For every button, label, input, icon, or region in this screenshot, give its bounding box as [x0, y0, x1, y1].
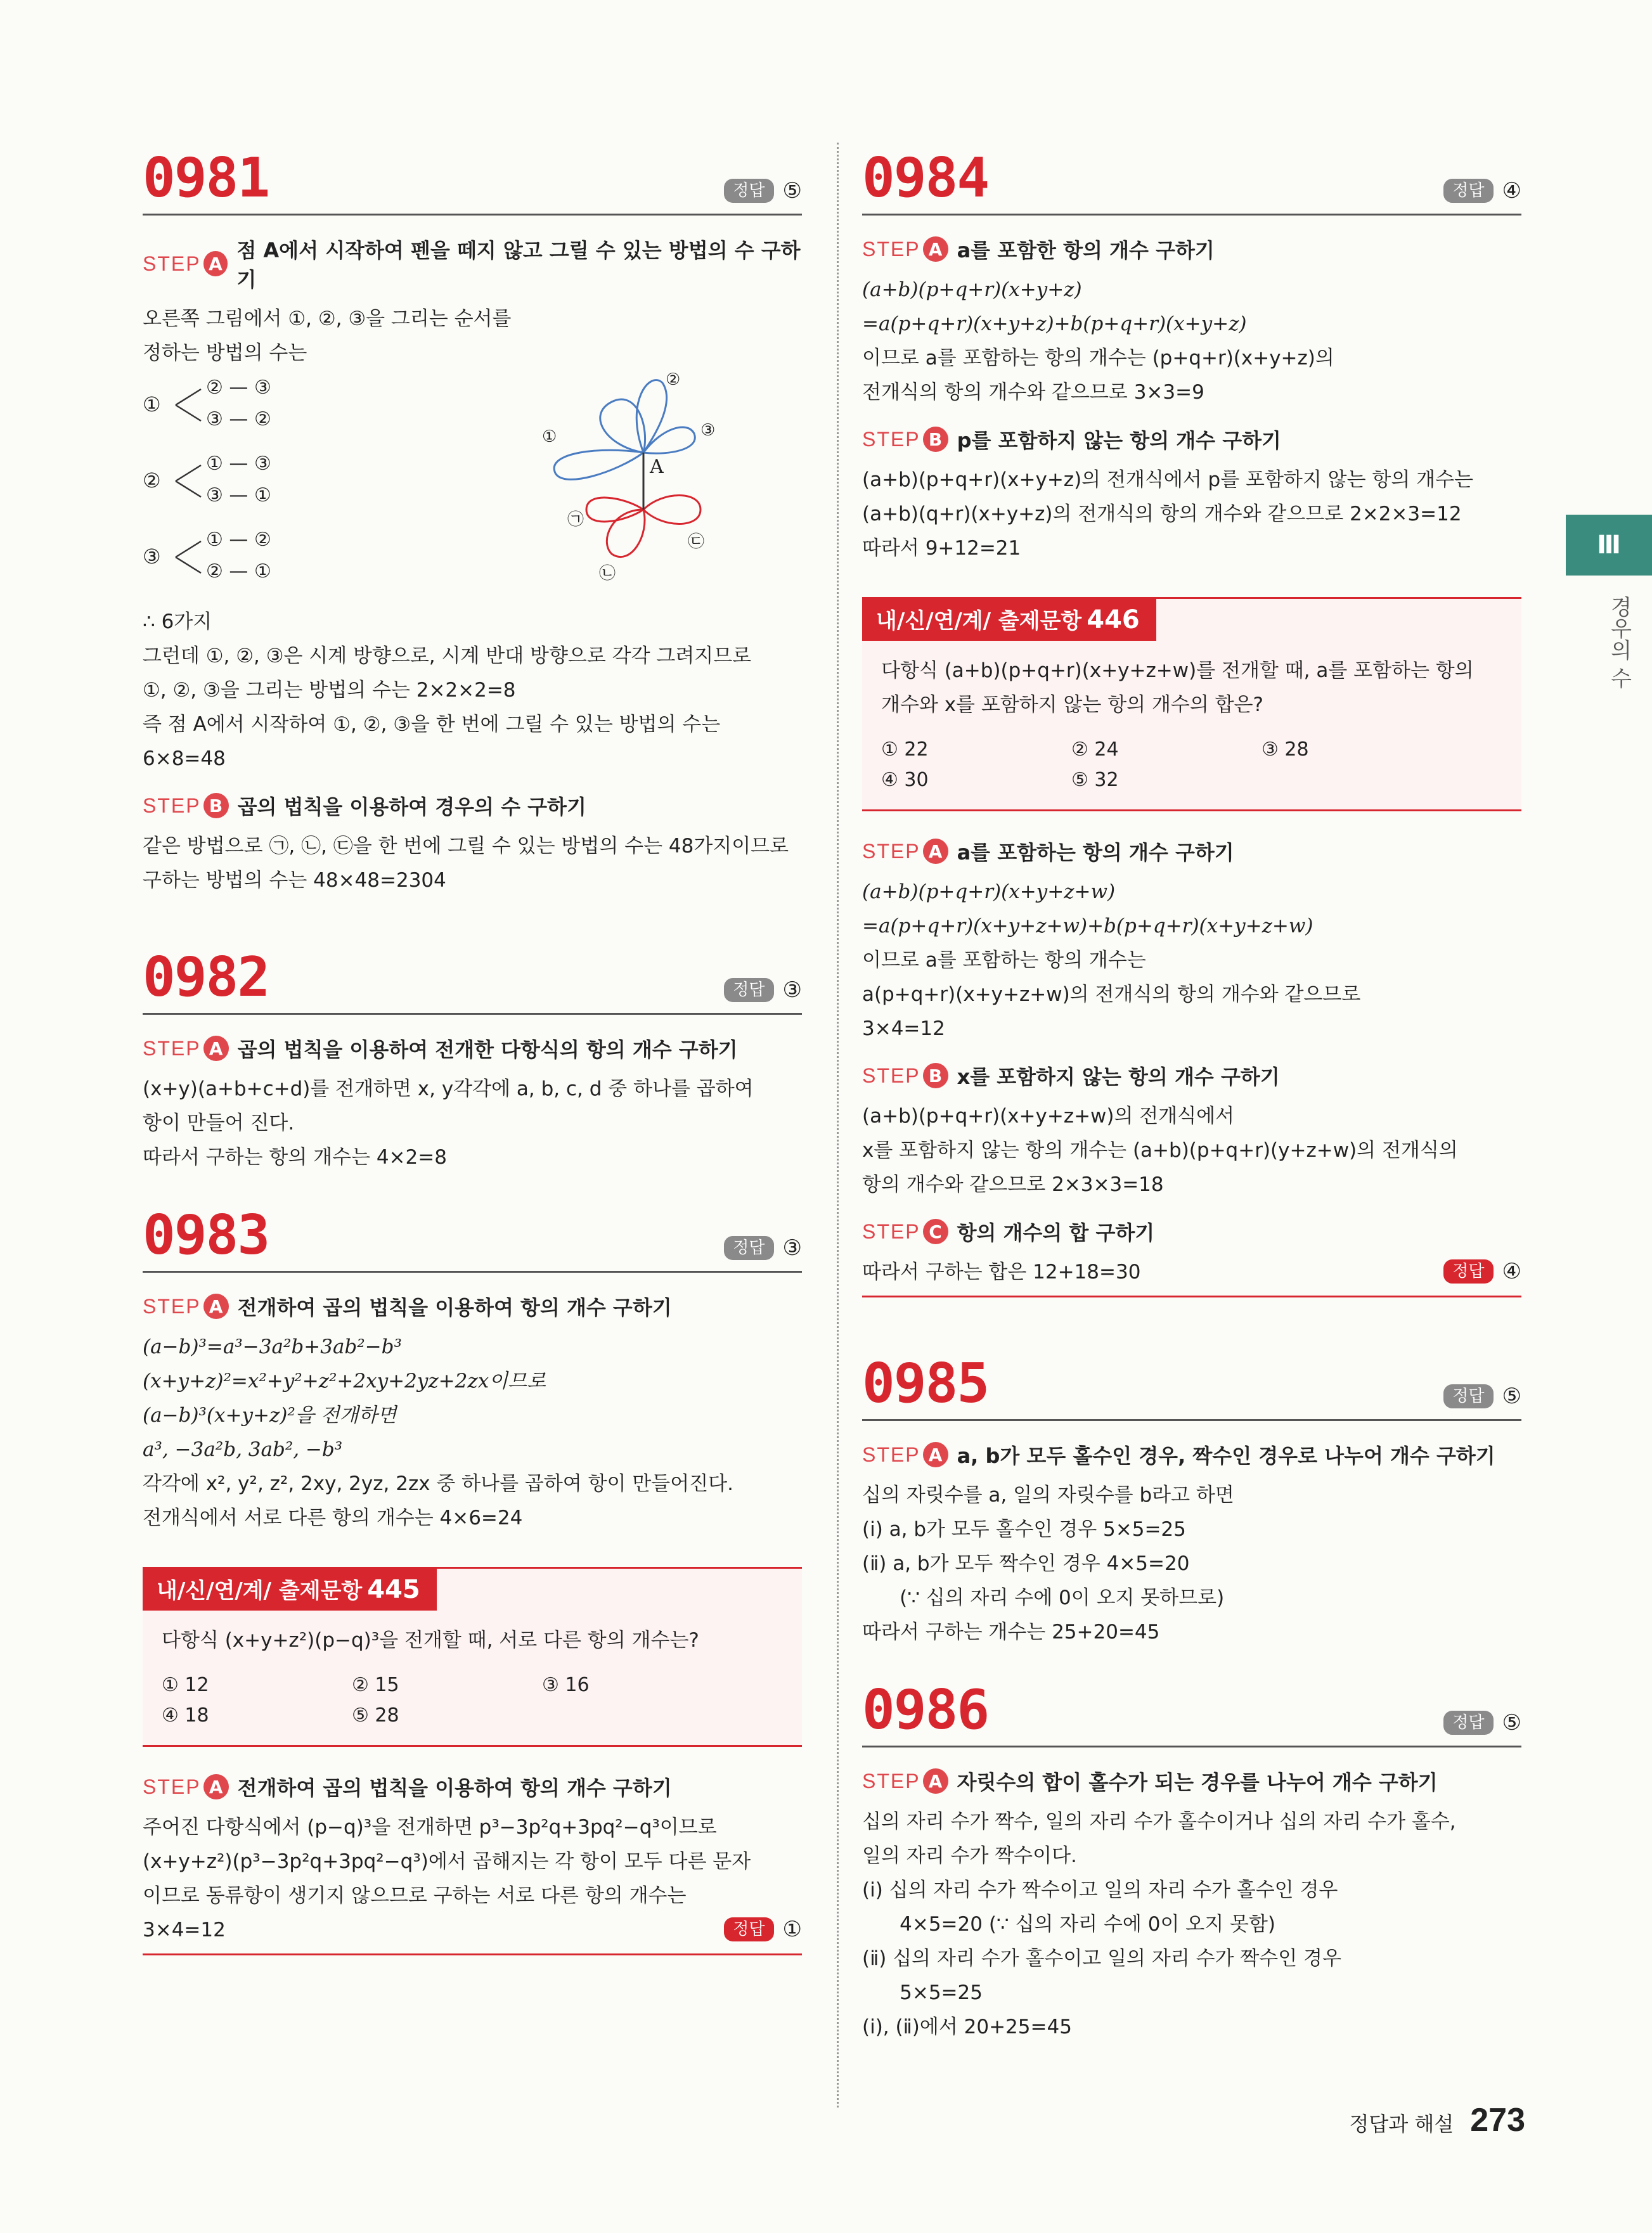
- text-line: (ⅱ) 십의 자리 수가 홀수이고 일의 자리 수가 짝수인 경우: [862, 1947, 1341, 1970]
- step-a: [862, 837, 1521, 866]
- problem-header: [143, 942, 802, 1015]
- step-word: STEP: [143, 794, 201, 817]
- answer: [1443, 1384, 1521, 1409]
- problem-header: [862, 143, 1521, 216]
- problem-header: [143, 143, 802, 216]
- choice: ① 22: [881, 738, 929, 761]
- step-a: [862, 235, 1521, 264]
- step-b: [862, 425, 1521, 454]
- text-line: 이므로 동류항이 생기지 않으므로 구하는 서로 다른 항의 개수는: [143, 1884, 687, 1907]
- step-letter: B: [923, 1063, 948, 1088]
- right-column: [862, 143, 1521, 2069]
- step-word: STEP: [862, 237, 920, 261]
- point-a-label: A: [650, 456, 664, 478]
- step-title: 전개하여 곱의 법칙을 이용하여 항의 개수 구하기: [237, 1776, 672, 1800]
- problem-0984: [862, 143, 1521, 565]
- math-line: =a(p+q+r)(x+y+z+w)+b(p+q+r)(x+y+z+w): [862, 915, 1313, 937]
- text-line: 항의 개수와 같으므로 2×3×3=18: [862, 1173, 1164, 1196]
- text-line: (x+y+z²)(p³−3p²q+3pq²−q³)에서 곱해지는 각 항이 모두 다른 문자: [143, 1850, 751, 1873]
- choice: ④ 18: [162, 1704, 209, 1727]
- text-line: 십의 자리 수가 짝수, 일의 자리 수가 홀수이거나 십의 자리 수가 홀수,: [862, 1810, 1456, 1833]
- choice: ③ 16: [542, 1674, 590, 1696]
- text-line: (ⅰ), (ⅱ)에서 20+25=45: [862, 2016, 1072, 2038]
- tree-branch: ① — ②: [206, 529, 271, 551]
- answer-badge: 정답: [1443, 1384, 1493, 1408]
- choice: ② 24: [1071, 738, 1119, 761]
- step-b: [862, 1061, 1521, 1090]
- problem-number: 0986: [862, 1678, 989, 1742]
- tree-branch: ① — ③: [206, 453, 271, 475]
- answer-badge: 정답: [1443, 179, 1493, 203]
- choice-list: [862, 728, 1521, 795]
- step-letter: A: [923, 1768, 948, 1794]
- text-line: 6×8=48: [143, 747, 226, 770]
- text-line: 항이 만들어 진다.: [143, 1112, 295, 1135]
- choice-list: [143, 1664, 802, 1731]
- connected-question: 다항식 (x+y+z²)(p−q)³을 전개할 때, 서로 다른 항의 개수는?: [162, 1629, 699, 1652]
- connected-number: 446: [1087, 605, 1140, 634]
- step-word: STEP: [862, 427, 920, 451]
- step-a: [143, 235, 802, 293]
- figure-label: ㉠: [567, 510, 584, 529]
- step-a: [143, 1034, 802, 1063]
- answer-value: ④: [1502, 178, 1521, 203]
- column-divider: [837, 143, 839, 2108]
- step-word: STEP: [862, 1443, 920, 1466]
- math-line: (a+b)(p+q+r)(x+y+z): [862, 278, 1082, 301]
- answer-value: ⑤: [1502, 1384, 1521, 1409]
- text-line: (ⅱ) a, b가 모두 짝수인 경우 4×5=20: [862, 1552, 1190, 1575]
- tree-branch: ② — ③: [206, 376, 271, 399]
- choice: ⑤ 32: [1071, 769, 1119, 791]
- text-line: (ⅰ) 십의 자리 수가 짝수이고 일의 자리 수가 홀수인 경우: [862, 1879, 1338, 1902]
- math-line: (a+b)(p+q+r)(x+y+z+w): [862, 880, 1116, 903]
- page-footer: [1350, 2101, 1526, 2139]
- math-line: (a−b)³=a³−3a²b+3ab²−b³: [143, 1335, 402, 1358]
- page-number: 273: [1470, 2102, 1525, 2139]
- problem-0985: [862, 1348, 1521, 1649]
- answer-badge: 정답: [1443, 1711, 1493, 1735]
- text-line: ①, ②, ③을 그리는 방법의 수는 2×2×2=8: [143, 679, 516, 702]
- choice: ④ 30: [881, 769, 929, 791]
- solution-445: [143, 1772, 802, 1955]
- step-letter: A: [203, 1036, 229, 1061]
- answer: [724, 178, 802, 203]
- connected-question: 다항식 (a+b)(p+q+r)(x+y+z+w)를 전개할 때, a를 포함하는 항의: [881, 659, 1474, 682]
- connected-tag: [862, 597, 1156, 641]
- step-word: STEP: [862, 1064, 920, 1087]
- text-line: (a+b)(q+r)(x+y+z)의 전개식의 항의 개수와 같으므로 2×2×3=12: [862, 503, 1462, 525]
- answer-badge: 정답: [724, 179, 773, 203]
- step-letter: C: [923, 1219, 948, 1244]
- answer: [1443, 1259, 1521, 1284]
- choice: ⑤ 28: [352, 1704, 399, 1727]
- text-line: 3×4=12: [862, 1017, 945, 1040]
- tree-diagram: [143, 370, 802, 605]
- text-line: x를 포함하지 않는 항의 개수는 (a+b)(p+q+r)(y+z+w)의 전개식의: [862, 1139, 1458, 1162]
- answer: [1443, 1710, 1521, 1735]
- math-line: a³, −3a²b, 3ab², −b³: [143, 1438, 343, 1461]
- text-line: 그런데 ①, ②, ③은 시계 방향으로, 시계 반대 방향으로 각각 그려지므로: [143, 645, 752, 667]
- footer-label: 정답과 해설: [1349, 2112, 1454, 2136]
- step-title: x를 포함하지 않는 항의 개수 구하기: [957, 1065, 1280, 1089]
- step-letter: A: [923, 1442, 948, 1467]
- step-a: [862, 1440, 1521, 1469]
- figure-label: ㉢: [688, 532, 705, 551]
- text-line: (a+b)(p+q+r)(x+y+z)의 전개식에서 p를 포함하지 않는 항의 개수는: [862, 468, 1474, 491]
- problem-number: 0982: [143, 946, 269, 1009]
- text-line: (a+b)(p+q+r)(x+y+z+w)의 전개식에서: [862, 1105, 1235, 1128]
- answer: [724, 1235, 802, 1261]
- text-line: 이므로 a를 포함하는 항의 개수는 (p+q+r)(x+y+z)의: [862, 347, 1334, 370]
- step-a: [143, 1772, 802, 1801]
- tree-branch: ② — ①: [206, 560, 271, 582]
- problem-number: 0983: [143, 1204, 269, 1267]
- figure-label: ②: [666, 370, 681, 389]
- figure-label: ①: [542, 427, 557, 446]
- step-title: a, b가 모두 홀수인 경우, 짝수인 경우로 나누어 개수 구하기: [957, 1444, 1495, 1468]
- tree-root: ③: [143, 544, 161, 569]
- text-line: (x+y)(a+b+c+d)를 전개하면 x, y각각에 a, b, c, d 중 하나를 곱하여: [143, 1078, 754, 1100]
- text-line: 주어진 다항식에서 (p−q)³을 전개하면 p³−3p²q+3pq²−q³이므로: [143, 1816, 717, 1839]
- step-title: a를 포함하는 항의 개수 구하기: [957, 840, 1234, 865]
- text-line: 각각에 x², y², z², 2xy, 2yz, 2zx 중 하나를 곱하여 항이 만들어진다.: [143, 1472, 733, 1495]
- text-line: 따라서 구하는 개수는 25+20=45: [862, 1621, 1160, 1644]
- text-line: (∵ 십의 자리 수에 0이 오지 못하므로): [862, 1586, 1225, 1609]
- answer-value: ③: [782, 1235, 802, 1261]
- left-column: [143, 143, 802, 1981]
- tree-root: ②: [143, 468, 161, 492]
- text-line: (ⅰ) a, b가 모두 홀수인 경우 5×5=25: [862, 1518, 1186, 1541]
- tree-branch: ③ — ①: [206, 484, 271, 506]
- step-word: STEP: [143, 1036, 201, 1060]
- text-line: 일의 자리 수가 짝수이다.: [862, 1844, 1077, 1867]
- step-letter: A: [203, 1294, 229, 1319]
- step-title: 전개하여 곱의 법칙을 이용하여 항의 개수 구하기: [237, 1296, 672, 1320]
- math-line: (a−b)³(x+y+z)²을 전개하면: [143, 1404, 397, 1427]
- problem-number: 0981: [143, 146, 269, 210]
- text-line: 즉 점 A에서 시작하여 ①, ②, ③을 한 번에 그릴 수 있는 방법의 수는: [143, 713, 721, 736]
- answer-value: ③: [782, 977, 802, 1003]
- text-line: 이므로 a를 포함하는 항의 개수는: [862, 949, 1146, 972]
- step-word: STEP: [862, 839, 920, 863]
- text-line: 따라서 9+12=21: [862, 537, 1021, 560]
- step-letter: B: [203, 793, 229, 818]
- problem-0983: [143, 1200, 802, 1535]
- problem-number: 0985: [862, 1352, 989, 1415]
- problem-header: [862, 1675, 1521, 1747]
- choice: ② 15: [352, 1674, 399, 1696]
- connected-tag-label: 내/신/연/계/ 출제문항: [876, 608, 1082, 634]
- step-title: a를 포함한 항의 개수 구하기: [957, 238, 1215, 262]
- problem-number: 0984: [862, 146, 989, 210]
- step-c: [862, 1217, 1521, 1246]
- text-line: 십의 자릿수를 a, 일의 자릿수를 b라고 하면: [862, 1484, 1234, 1507]
- chapter-tab: Ⅲ: [1566, 515, 1652, 576]
- tree-root: ①: [143, 392, 161, 416]
- step-a: [862, 1766, 1521, 1796]
- step-letter: A: [203, 251, 228, 276]
- math-line: (x+y+z)²=x²+y²+z²+2xy+2yz+2zx이므로: [143, 1370, 546, 1393]
- answer-badge: 정답: [724, 1236, 773, 1260]
- text-line: 전개식의 항의 개수와 같으므로 3×3=9: [862, 381, 1204, 404]
- connected-tag-label: 내/신/연/계/ 출제문항: [157, 1578, 363, 1604]
- answer: [1443, 178, 1521, 203]
- answer: [724, 977, 802, 1003]
- chapter-label: 경우의 수: [1606, 596, 1632, 689]
- answer-badge: 정답: [1443, 1259, 1493, 1284]
- choice: ① 12: [162, 1674, 209, 1696]
- connected-problem-445: [143, 1567, 802, 1747]
- step-title: 곱의 법칙을 이용하여 경우의 수 구하기: [237, 795, 586, 819]
- step-title: 자릿수의 합이 홀수가 되는 경우를 나누어 개수 구하기: [957, 1770, 1438, 1794]
- text-line: 3×4=12: [143, 1919, 226, 1941]
- text-line: a(p+q+r)(x+y+z+w)의 전개식의 항의 개수와 같으므로: [862, 983, 1361, 1006]
- step-word: STEP: [862, 1769, 920, 1792]
- step-word: STEP: [143, 1775, 201, 1798]
- connected-problem-446: [862, 597, 1521, 811]
- math-line: =a(p+q+r)(x+y+z)+b(p+q+r)(x+y+z): [862, 312, 1247, 335]
- text-line: ∴ 6가지: [143, 610, 212, 633]
- step-letter: B: [923, 427, 948, 452]
- choice: ③ 28: [1262, 738, 1309, 761]
- step-letter: A: [203, 1774, 229, 1799]
- answer-badge: 정답: [724, 978, 773, 1002]
- figure-label: ㉡: [599, 564, 616, 583]
- answer-value: ⑤: [782, 178, 802, 203]
- problem-header: [143, 1200, 802, 1273]
- step-title: 항의 개수의 합 구하기: [957, 1221, 1155, 1245]
- text-line: 오른쪽 그림에서 ①, ②, ③을 그리는 순서를: [143, 307, 512, 330]
- solution-446: [862, 837, 1521, 1297]
- connected-tag: [143, 1567, 437, 1611]
- step-word: STEP: [143, 252, 201, 275]
- step-word: STEP: [143, 1294, 201, 1318]
- step-b: [143, 791, 802, 820]
- step-title: 곱의 법칙을 이용하여 전개한 다항식의 항의 개수 구하기: [237, 1038, 738, 1062]
- text-line: 정하는 방법의 수는: [143, 342, 307, 364]
- answer-value: ⑤: [1502, 1710, 1521, 1735]
- answer: [724, 1917, 802, 1942]
- answer-value: ④: [1502, 1259, 1521, 1284]
- problem-0981: [143, 143, 802, 898]
- answer-badge: 정답: [724, 1917, 773, 1941]
- text-line: 같은 방법으로 ㉠, ㉡, ㉢을 한 번에 그릴 수 있는 방법의 수는 48가지이므로: [143, 835, 789, 858]
- problem-header: [862, 1348, 1521, 1421]
- step-word: STEP: [862, 1219, 920, 1243]
- text-line: 5×5=25: [862, 1981, 983, 2004]
- text-line: 따라서 구하는 항의 개수는 4×2=8: [143, 1146, 447, 1169]
- step-letter: A: [923, 839, 948, 864]
- step-letter: A: [923, 236, 948, 262]
- tree-branch: ③ — ②: [206, 408, 271, 430]
- text-line: 구하는 방법의 수는 48×48=2304: [143, 869, 446, 892]
- problem-0982: [143, 942, 802, 1174]
- text-line: 따라서 구하는 합은 12+18=30: [862, 1261, 1141, 1284]
- step-title: p를 포함하지 않는 항의 개수 구하기: [957, 428, 1281, 453]
- text-line: 전개식에서 서로 다른 항의 개수는 4×6=24: [143, 1507, 523, 1529]
- answer-value: ①: [782, 1917, 802, 1942]
- step-a: [143, 1292, 802, 1321]
- connected-question: 개수와 x를 포함하지 않는 항의 개수의 합은?: [881, 693, 1264, 716]
- text-line: 4×5=20 (∵ 십의 자리 수에 0이 오지 못함): [862, 1913, 1275, 1936]
- problem-0986: [862, 1675, 1521, 2044]
- connected-number: 445: [367, 1575, 420, 1604]
- figure-label: ③: [700, 421, 716, 440]
- step-title: 점 A에서 시작하여 펜을 떼지 않고 그릴 수 있는 방법의 수 구하기: [236, 238, 801, 292]
